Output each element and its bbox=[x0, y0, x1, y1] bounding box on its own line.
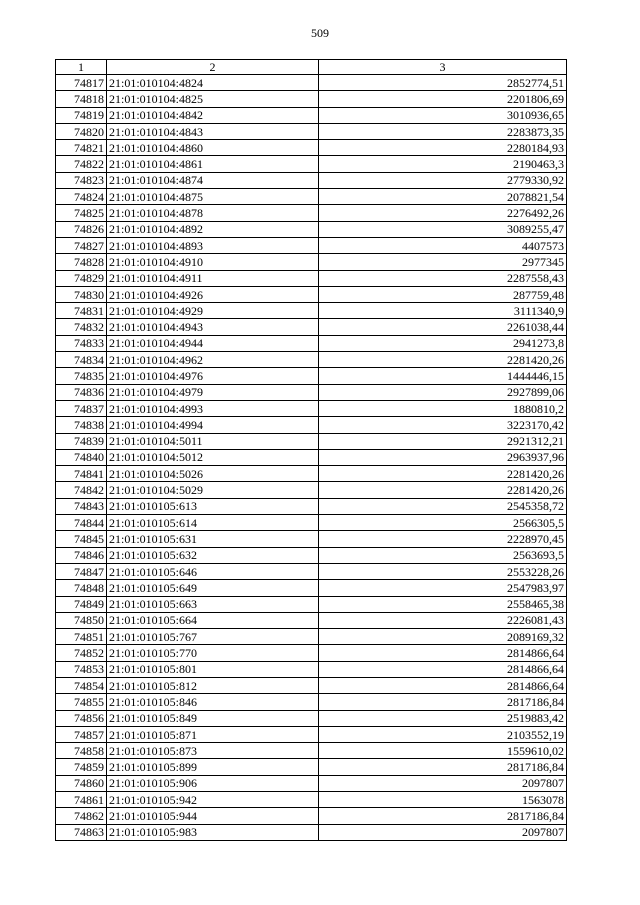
cell-cadastral-number: 21:01:010105:613 bbox=[107, 498, 319, 514]
cell-cadastral-number: 21:01:010105:646 bbox=[107, 563, 319, 579]
cell-cadastral-number: 21:01:010104:5026 bbox=[107, 466, 319, 482]
table-row bbox=[56, 75, 567, 91]
table-row bbox=[56, 254, 567, 270]
cell-cadastral-number: 21:01:010105:849 bbox=[107, 710, 319, 726]
table-row bbox=[56, 449, 567, 465]
cell-cadastral-number: 21:01:010104:4824 bbox=[107, 75, 319, 91]
cell-row-number: 74854 bbox=[56, 677, 107, 693]
cell-value: 2228970,45 bbox=[319, 531, 567, 547]
cell-value: 2817186,84 bbox=[319, 808, 567, 824]
cell-value: 2814866,64 bbox=[319, 661, 567, 677]
cell-value: 2226081,43 bbox=[319, 612, 567, 628]
cell-cadastral-number: 21:01:010104:4911 bbox=[107, 270, 319, 286]
cell-row-number: 74861 bbox=[56, 792, 107, 808]
cell-row-number: 74844 bbox=[56, 515, 107, 531]
cell-row-number: 74858 bbox=[56, 743, 107, 759]
cell-value: 2281420,26 bbox=[319, 482, 567, 498]
cell-row-number: 74826 bbox=[56, 221, 107, 237]
cell-cadastral-number: 21:01:010104:4860 bbox=[107, 140, 319, 156]
cell-value: 2814866,64 bbox=[319, 677, 567, 693]
cell-cadastral-number: 21:01:010105:664 bbox=[107, 612, 319, 628]
cell-cadastral-number: 21:01:010105:899 bbox=[107, 759, 319, 775]
cell-cadastral-number: 21:01:010104:4962 bbox=[107, 352, 319, 368]
table-row bbox=[56, 189, 567, 205]
table-row bbox=[56, 677, 567, 693]
table-row bbox=[56, 368, 567, 384]
cell-cadastral-number: 21:01:010105:812 bbox=[107, 677, 319, 693]
cell-cadastral-number: 21:01:010105:871 bbox=[107, 726, 319, 742]
cell-cadastral-number: 21:01:010104:4993 bbox=[107, 400, 319, 416]
cell-value: 2281420,26 bbox=[319, 466, 567, 482]
cell-row-number: 74851 bbox=[56, 629, 107, 645]
table-row bbox=[56, 400, 567, 416]
cell-cadastral-number: 21:01:010105:631 bbox=[107, 531, 319, 547]
cell-row-number: 74862 bbox=[56, 808, 107, 824]
cell-value: 2545358,72 bbox=[319, 498, 567, 514]
cell-cadastral-number: 21:01:010105:801 bbox=[107, 661, 319, 677]
table-row bbox=[56, 661, 567, 677]
table-row bbox=[56, 417, 567, 433]
cell-row-number: 74855 bbox=[56, 694, 107, 710]
table-body bbox=[56, 75, 567, 841]
cell-cadastral-number: 21:01:010104:4843 bbox=[107, 123, 319, 139]
cell-cadastral-number: 21:01:010105:942 bbox=[107, 792, 319, 808]
cell-value: 2941273,8 bbox=[319, 335, 567, 351]
cell-row-number: 74842 bbox=[56, 482, 107, 498]
cell-value: 2201806,69 bbox=[319, 91, 567, 107]
table-row bbox=[56, 775, 567, 791]
cell-value: 1559610,02 bbox=[319, 743, 567, 759]
table-row bbox=[56, 515, 567, 531]
cell-row-number: 74835 bbox=[56, 368, 107, 384]
cell-cadastral-number: 21:01:010105:614 bbox=[107, 515, 319, 531]
cell-cadastral-number: 21:01:010104:4994 bbox=[107, 417, 319, 433]
table-row bbox=[56, 596, 567, 612]
cell-value: 2190463,3 bbox=[319, 156, 567, 172]
cell-value: 2519883,42 bbox=[319, 710, 567, 726]
cell-cadastral-number: 21:01:010104:4976 bbox=[107, 368, 319, 384]
cell-row-number: 74846 bbox=[56, 547, 107, 563]
cell-row-number: 74821 bbox=[56, 140, 107, 156]
cell-row-number: 74827 bbox=[56, 237, 107, 253]
cell-value: 287759,48 bbox=[319, 286, 567, 302]
data-table bbox=[55, 59, 567, 841]
table-header bbox=[56, 60, 567, 75]
cell-row-number: 74857 bbox=[56, 726, 107, 742]
header-cell-column-1: 1 bbox=[56, 60, 107, 75]
cell-value: 2852774,51 bbox=[319, 75, 567, 91]
table-row bbox=[56, 107, 567, 123]
cell-value: 2283873,35 bbox=[319, 123, 567, 139]
cell-value: 2553228,26 bbox=[319, 563, 567, 579]
table-row bbox=[56, 319, 567, 335]
cell-cadastral-number: 21:01:010104:4825 bbox=[107, 91, 319, 107]
table-row bbox=[56, 759, 567, 775]
cell-value: 2814866,64 bbox=[319, 645, 567, 661]
cell-value: 3111340,9 bbox=[319, 303, 567, 319]
table-row bbox=[56, 286, 567, 302]
cell-row-number: 74852 bbox=[56, 645, 107, 661]
cell-cadastral-number: 21:01:010105:906 bbox=[107, 775, 319, 791]
page-number: 509 bbox=[311, 26, 329, 40]
cell-value: 2779330,92 bbox=[319, 172, 567, 188]
cell-cadastral-number: 21:01:010104:5012 bbox=[107, 449, 319, 465]
cell-value: 2558465,38 bbox=[319, 596, 567, 612]
cell-row-number: 74833 bbox=[56, 335, 107, 351]
table-row bbox=[56, 710, 567, 726]
cell-row-number: 74817 bbox=[56, 75, 107, 91]
cell-row-number: 74823 bbox=[56, 172, 107, 188]
table-row bbox=[56, 140, 567, 156]
table-row bbox=[56, 123, 567, 139]
cell-row-number: 74856 bbox=[56, 710, 107, 726]
table-row bbox=[56, 433, 567, 449]
cell-value: 2287558,43 bbox=[319, 270, 567, 286]
cell-row-number: 74818 bbox=[56, 91, 107, 107]
header-cell-column-3: 3 bbox=[319, 60, 567, 75]
table-row bbox=[56, 335, 567, 351]
cell-value: 2089169,32 bbox=[319, 629, 567, 645]
cell-cadastral-number: 21:01:010105:663 bbox=[107, 596, 319, 612]
table-row bbox=[56, 726, 567, 742]
cell-row-number: 74839 bbox=[56, 433, 107, 449]
cell-row-number: 74853 bbox=[56, 661, 107, 677]
cell-value: 2566305,5 bbox=[319, 515, 567, 531]
cell-row-number: 74831 bbox=[56, 303, 107, 319]
cell-row-number: 74859 bbox=[56, 759, 107, 775]
cell-value: 2281420,26 bbox=[319, 352, 567, 368]
table-row bbox=[56, 808, 567, 824]
cell-cadastral-number: 21:01:010104:4910 bbox=[107, 254, 319, 270]
cell-cadastral-number: 21:01:010104:4893 bbox=[107, 237, 319, 253]
cell-cadastral-number: 21:01:010105:767 bbox=[107, 629, 319, 645]
cell-cadastral-number: 21:01:010105:846 bbox=[107, 694, 319, 710]
cell-cadastral-number: 21:01:010104:5029 bbox=[107, 482, 319, 498]
cell-row-number: 74843 bbox=[56, 498, 107, 514]
table-row bbox=[56, 792, 567, 808]
cell-value: 2276492,26 bbox=[319, 205, 567, 221]
cell-row-number: 74847 bbox=[56, 563, 107, 579]
cell-value: 2103552,19 bbox=[319, 726, 567, 742]
cell-value: 2921312,21 bbox=[319, 433, 567, 449]
cell-value: 2547983,97 bbox=[319, 580, 567, 596]
cell-value: 2977345 bbox=[319, 254, 567, 270]
cell-row-number: 74848 bbox=[56, 580, 107, 596]
cell-cadastral-number: 21:01:010104:4861 bbox=[107, 156, 319, 172]
table-row bbox=[56, 384, 567, 400]
table-row bbox=[56, 824, 567, 840]
cell-cadastral-number: 21:01:010104:4842 bbox=[107, 107, 319, 123]
cell-cadastral-number: 21:01:010105:632 bbox=[107, 547, 319, 563]
cell-row-number: 74824 bbox=[56, 189, 107, 205]
table-row bbox=[56, 629, 567, 645]
cell-value: 3010936,65 bbox=[319, 107, 567, 123]
cell-row-number: 74838 bbox=[56, 417, 107, 433]
cell-cadastral-number: 21:01:010104:4943 bbox=[107, 319, 319, 335]
table-row bbox=[56, 531, 567, 547]
table-row bbox=[56, 743, 567, 759]
cell-value: 1563078 bbox=[319, 792, 567, 808]
cell-value: 3223170,42 bbox=[319, 417, 567, 433]
table-row bbox=[56, 221, 567, 237]
table-row bbox=[56, 498, 567, 514]
cell-value: 4407573 bbox=[319, 237, 567, 253]
table-row bbox=[56, 482, 567, 498]
cell-cadastral-number: 21:01:010105:649 bbox=[107, 580, 319, 596]
cell-cadastral-number: 21:01:010105:944 bbox=[107, 808, 319, 824]
cell-row-number: 74828 bbox=[56, 254, 107, 270]
cell-row-number: 74829 bbox=[56, 270, 107, 286]
table-row bbox=[56, 303, 567, 319]
table-row bbox=[56, 466, 567, 482]
cell-value: 2078821,54 bbox=[319, 189, 567, 205]
table-row bbox=[56, 563, 567, 579]
table-header-row bbox=[56, 60, 567, 75]
cell-row-number: 74841 bbox=[56, 466, 107, 482]
cell-row-number: 74834 bbox=[56, 352, 107, 368]
table-row bbox=[56, 205, 567, 221]
table-row bbox=[56, 91, 567, 107]
cell-value: 2817186,84 bbox=[319, 694, 567, 710]
cell-value: 2261038,44 bbox=[319, 319, 567, 335]
table-row bbox=[56, 270, 567, 286]
cell-row-number: 74825 bbox=[56, 205, 107, 221]
cell-cadastral-number: 21:01:010104:4926 bbox=[107, 286, 319, 302]
cell-value: 2280184,93 bbox=[319, 140, 567, 156]
cell-cadastral-number: 21:01:010104:4979 bbox=[107, 384, 319, 400]
table-row bbox=[56, 172, 567, 188]
header-cell-column-2: 2 bbox=[107, 60, 319, 75]
cell-row-number: 74832 bbox=[56, 319, 107, 335]
table-row bbox=[56, 156, 567, 172]
cell-value: 2563693,5 bbox=[319, 547, 567, 563]
table-row bbox=[56, 645, 567, 661]
cell-cadastral-number: 21:01:010104:4944 bbox=[107, 335, 319, 351]
cell-value: 3089255,47 bbox=[319, 221, 567, 237]
cell-value: 2817186,84 bbox=[319, 759, 567, 775]
cell-row-number: 74860 bbox=[56, 775, 107, 791]
cell-row-number: 74849 bbox=[56, 596, 107, 612]
table-row bbox=[56, 547, 567, 563]
cell-value: 1444446,15 bbox=[319, 368, 567, 384]
cell-row-number: 74863 bbox=[56, 824, 107, 840]
table-row bbox=[56, 352, 567, 368]
cell-row-number: 74850 bbox=[56, 612, 107, 628]
cell-row-number: 74837 bbox=[56, 400, 107, 416]
cell-value: 1880810,2 bbox=[319, 400, 567, 416]
cell-cadastral-number: 21:01:010104:4874 bbox=[107, 172, 319, 188]
table-row bbox=[56, 237, 567, 253]
table-row bbox=[56, 612, 567, 628]
cell-value: 2927899,06 bbox=[319, 384, 567, 400]
cell-value: 2097807 bbox=[319, 824, 567, 840]
cell-cadastral-number: 21:01:010105:770 bbox=[107, 645, 319, 661]
cell-value: 2097807 bbox=[319, 775, 567, 791]
cell-row-number: 74819 bbox=[56, 107, 107, 123]
cell-cadastral-number: 21:01:010104:4875 bbox=[107, 189, 319, 205]
cell-cadastral-number: 21:01:010104:4892 bbox=[107, 221, 319, 237]
cell-row-number: 74830 bbox=[56, 286, 107, 302]
cell-row-number: 74836 bbox=[56, 384, 107, 400]
cell-row-number: 74822 bbox=[56, 156, 107, 172]
table-row bbox=[56, 580, 567, 596]
cell-cadastral-number: 21:01:010104:4878 bbox=[107, 205, 319, 221]
cell-cadastral-number: 21:01:010104:5011 bbox=[107, 433, 319, 449]
cell-value: 2963937,96 bbox=[319, 449, 567, 465]
cell-cadastral-number: 21:01:010105:873 bbox=[107, 743, 319, 759]
table-row bbox=[56, 694, 567, 710]
cell-cadastral-number: 21:01:010105:983 bbox=[107, 824, 319, 840]
cell-row-number: 74820 bbox=[56, 123, 107, 139]
cell-row-number: 74840 bbox=[56, 449, 107, 465]
cell-cadastral-number: 21:01:010104:4929 bbox=[107, 303, 319, 319]
cell-row-number: 74845 bbox=[56, 531, 107, 547]
